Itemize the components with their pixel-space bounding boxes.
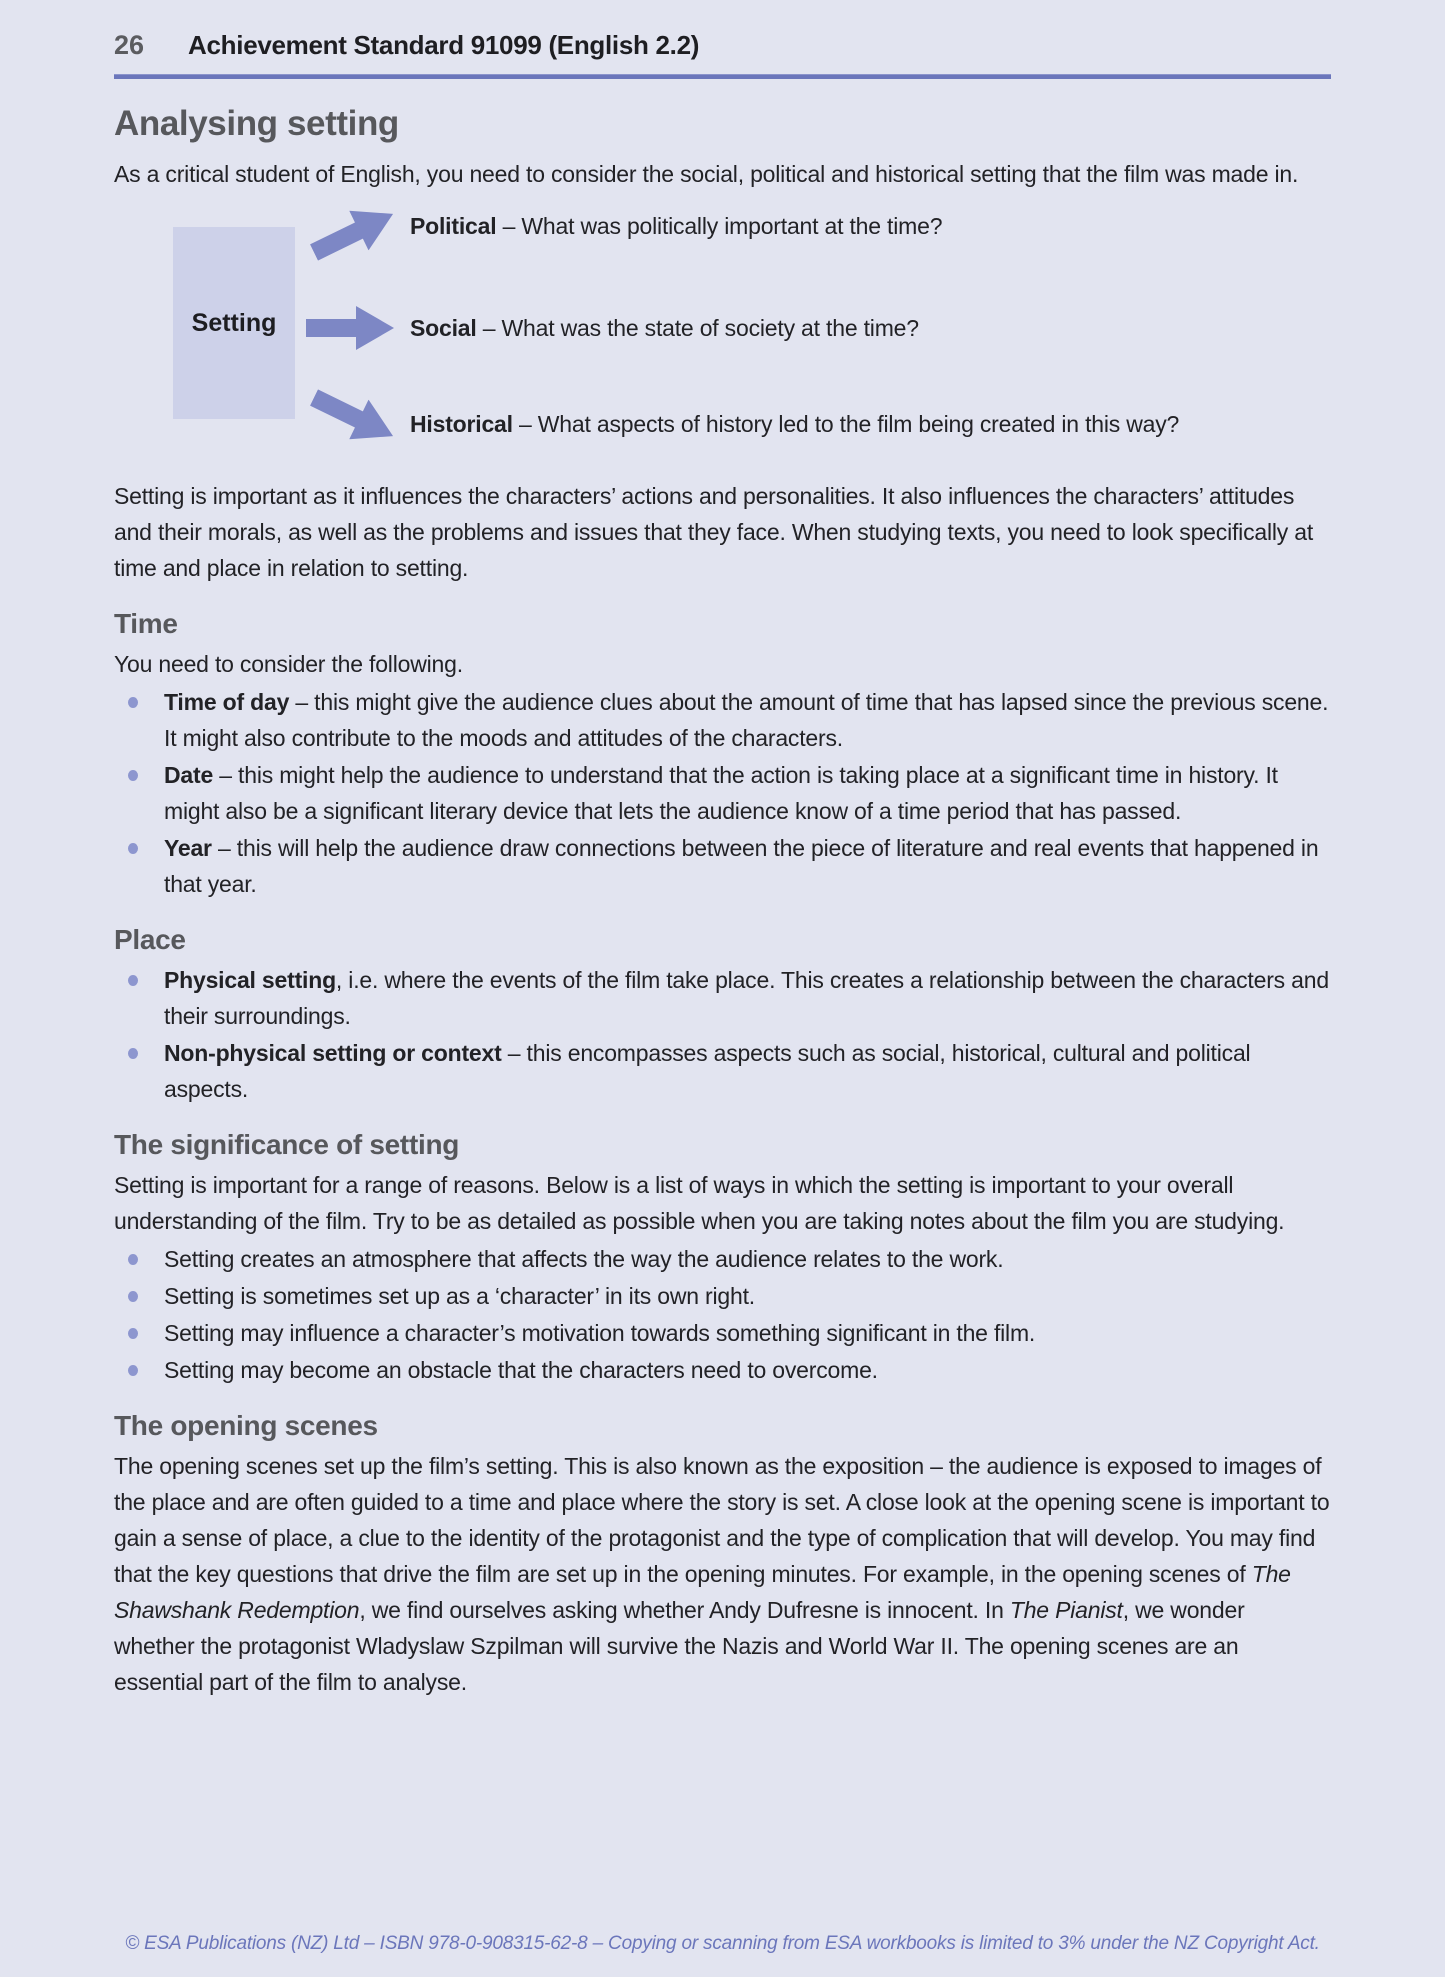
branch-description: – What was politically important at the time? xyxy=(496,213,943,239)
branch-text xyxy=(410,211,942,241)
diagram-branch-social xyxy=(306,300,919,356)
list-item xyxy=(114,962,1331,1034)
list-item: Setting may influence a character’s motivation towards something significant in the film. xyxy=(114,1315,1331,1351)
arrow-right-icon xyxy=(306,300,394,356)
list-item: Setting creates an atmosphere that affects the way the audience relates to the work. xyxy=(114,1241,1331,1277)
list-item xyxy=(114,757,1331,829)
page-header xyxy=(114,0,1331,61)
opening-scenes-paragraph xyxy=(114,1448,1331,1700)
bullet-lead: Physical setting xyxy=(164,967,336,993)
bullet-text: – this might help the audience to understand that the action is taking place at a significant time in history. It might also be a significant literary device that lets the audience know of a time period that has passed. xyxy=(164,762,1278,824)
branch-text xyxy=(410,313,919,343)
place-bullet-list xyxy=(114,962,1331,1107)
film-title: The Pianist xyxy=(1009,1597,1123,1623)
list-item xyxy=(114,684,1331,756)
paragraph-segment: , we find ourselves asking whether Andy Dufresne is innocent. In xyxy=(359,1597,1010,1623)
setting-diagram xyxy=(114,196,1331,478)
list-item: Setting may become an obstacle that the characters need to overcome. xyxy=(114,1352,1331,1388)
significance-bullet-list xyxy=(114,1241,1331,1388)
bullet-text: – this encompasses aspects such as social, historical, cultural and political aspects. xyxy=(164,1040,1251,1102)
bullet-text: , i.e. where the events of the film take place. This creates a relationship between the characters and their surroundings. xyxy=(164,967,1329,1029)
header-rule xyxy=(114,74,1331,79)
diagram-branch-historical xyxy=(306,396,1179,452)
paragraph-segment: The opening scenes set up the film’s setting. This is also known as the exposition – the audience is exposed to images of the place and are often guided to a time and place where the story is set. A close look at the opening scene is important to gain a sense of place, a clue to the identity of the protagonist and the type of complication that will develop. You may find that the key questions that drive the film are set up in the opening minutes. For example, in the opening scenes of xyxy=(114,1453,1330,1587)
section-heading-significance: The significance of setting xyxy=(114,1129,460,1160)
page-number: 26 xyxy=(114,30,145,60)
page-title: Analysing setting xyxy=(114,104,399,143)
setting-box: Setting xyxy=(173,227,295,419)
bullet-lead: Year xyxy=(164,835,212,861)
branch-text xyxy=(410,409,1179,439)
list-item xyxy=(114,1035,1331,1107)
arrow-down-right-icon xyxy=(302,372,406,461)
header-title: Achievement Standard 91099 (English 2.2) xyxy=(188,30,700,60)
branch-term: Social xyxy=(410,315,477,341)
branch-description: – What was the state of society at the time? xyxy=(476,315,919,341)
time-bullet-list xyxy=(114,684,1331,902)
arrow-up-right-icon xyxy=(302,189,406,278)
branch-description: – What aspects of history led to the film being created in this way? xyxy=(512,411,1180,437)
branch-term: Political xyxy=(410,213,497,239)
list-item xyxy=(114,830,1331,902)
time-intro: You need to consider the following. xyxy=(114,651,463,677)
section-heading-opening-scenes: The opening scenes xyxy=(114,1410,378,1441)
intro-paragraph: As a critical student of English, you need to consider the social, political and historical setting that the film was made in. xyxy=(114,161,1299,187)
bullet-lead: Time of day xyxy=(164,689,290,715)
section-heading-time: Time xyxy=(114,608,178,639)
bullet-lead: Non-physical setting or context xyxy=(164,1040,502,1066)
film-title: The Shawshank Redemption xyxy=(114,1561,1291,1623)
section-heading-place: Place xyxy=(114,924,186,955)
diagram-branch-political xyxy=(306,198,942,254)
bullet-text: – this might give the audience clues about the amount of time that has lapsed since the previous scene. It might also contribute to the moods and attitudes of the characters. xyxy=(164,689,1329,751)
paragraph-segment: , we wonder whether the protagonist Wladyslaw Szpilman will survive the Nazis and World War II. The opening scenes are an essential part of the film to analyse. xyxy=(114,1597,1245,1695)
copyright-footer: © ESA Publications (NZ) Ltd – ISBN 978-0-908315-62-8 – Copying or scanning from ESA workbooks is limited to 3% under the NZ Copyright Act. xyxy=(125,1933,1320,1954)
significance-intro: Setting is important for a range of reasons. Below is a list of ways in which the setting is important to your overall understanding of the film. Try to be as detailed as possible when you are taking notes about the film you are studying. xyxy=(114,1172,1285,1234)
branch-term: Historical xyxy=(410,411,513,437)
bullet-text: – this will help the audience draw connections between the piece of literature and real events that happened in that year. xyxy=(164,835,1319,897)
list-item: Setting is sometimes set up as a ‘character’ in its own right. xyxy=(114,1278,1331,1314)
bullet-lead: Date xyxy=(164,762,214,788)
importance-paragraph: Setting is important as it influences the characters’ actions and personalities. It also influences the characters’ attitudes and their morals, as well as the problems and issues that they face. When studying texts, you need to look specifically at time and place in relation to setting. xyxy=(114,483,1314,581)
